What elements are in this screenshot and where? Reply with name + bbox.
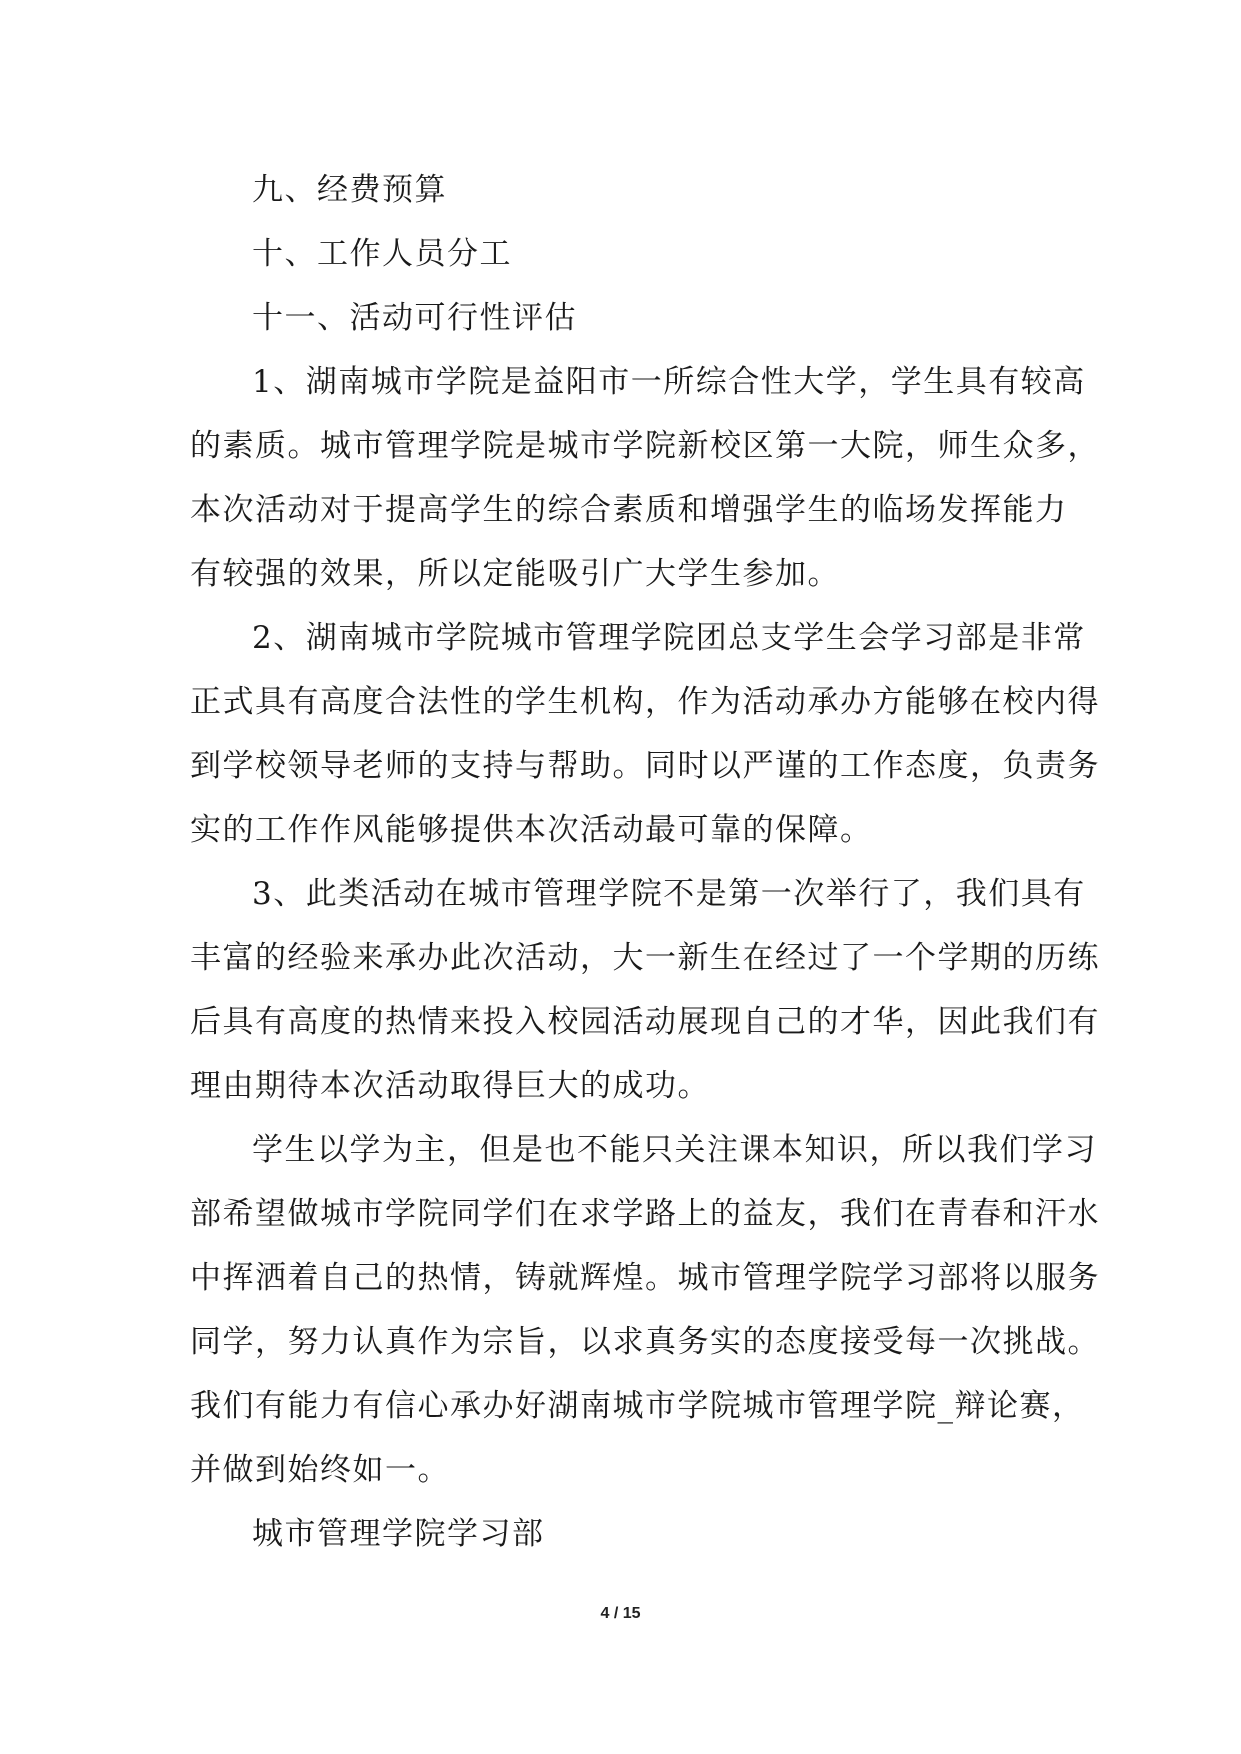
document-body [190,158,1100,1566]
heading-budget: 九、经费预算 [252,172,447,208]
heading-feasibility: 十一、活动可行性评估 [252,300,577,336]
paragraph-line: 我们有能力有信心承办好湖南城市学院城市管理学院_辩论赛， [190,1388,1085,1424]
paragraph-line: 实的工作作风能够提供本次活动最可靠的保障。 [190,812,873,848]
paragraph-2 [190,606,1100,862]
paragraph-1 [190,350,1100,606]
paragraph-4 [190,1118,1100,1502]
paragraph-line: 到学校领导老师的支持与帮助。同时以严谨的工作态度，负责务 [190,748,1100,784]
paragraph-line: 本次活动对于提高学生的综合素质和增强学生的临场发挥能力 [190,492,1068,528]
paragraph-line: 中挥洒着自己的热情，铸就辉煌。城市管理学院学习部将以服务 [190,1260,1100,1296]
heading-staff-assignment: 十、工作人员分工 [252,236,512,272]
paragraph-line: 正式具有高度合法性的学生机构，作为活动承办方能够在校内得 [190,684,1100,720]
page-number: 4 / 15 [600,1605,641,1622]
paragraph-line: 并做到始终如一。 [190,1452,450,1488]
paragraph-line: 3、此类活动在城市管理学院不是第一次举行了，我们具有 [252,876,1086,912]
paragraph-line: 学生以学为主，但是也不能只关注课本知识，所以我们学习 [252,1132,1097,1168]
paragraph-line: 理由期待本次活动取得巨大的成功。 [190,1068,710,1104]
paragraph-line: 的素质。城市管理学院是城市学院新校区第一大院，师生众多， [190,428,1100,464]
paragraph-line: 后具有高度的热情来投入校园活动展现自己的才华，因此我们有 [190,1004,1100,1040]
paragraph-line: 同学，努力认真作为宗旨，以求真务实的态度接受每一次挑战。 [190,1324,1100,1360]
paragraph-line: 1、湖南城市学院是益阳市一所综合性大学，学生具有较高 [252,364,1086,400]
paragraph-line: 有较强的效果，所以定能吸引广大学生参加。 [190,556,840,592]
signature: 城市管理学院学习部 [252,1516,545,1552]
paragraph-3 [190,862,1100,1118]
paragraph-line: 2、湖南城市学院城市管理学院团总支学生会学习部是非常 [252,620,1086,656]
paragraph-line: 丰富的经验来承办此次活动，大一新生在经过了一个学期的历练 [190,940,1100,976]
paragraph-line: 部希望做城市学院同学们在求学路上的益友，我们在青春和汗水 [190,1196,1100,1232]
